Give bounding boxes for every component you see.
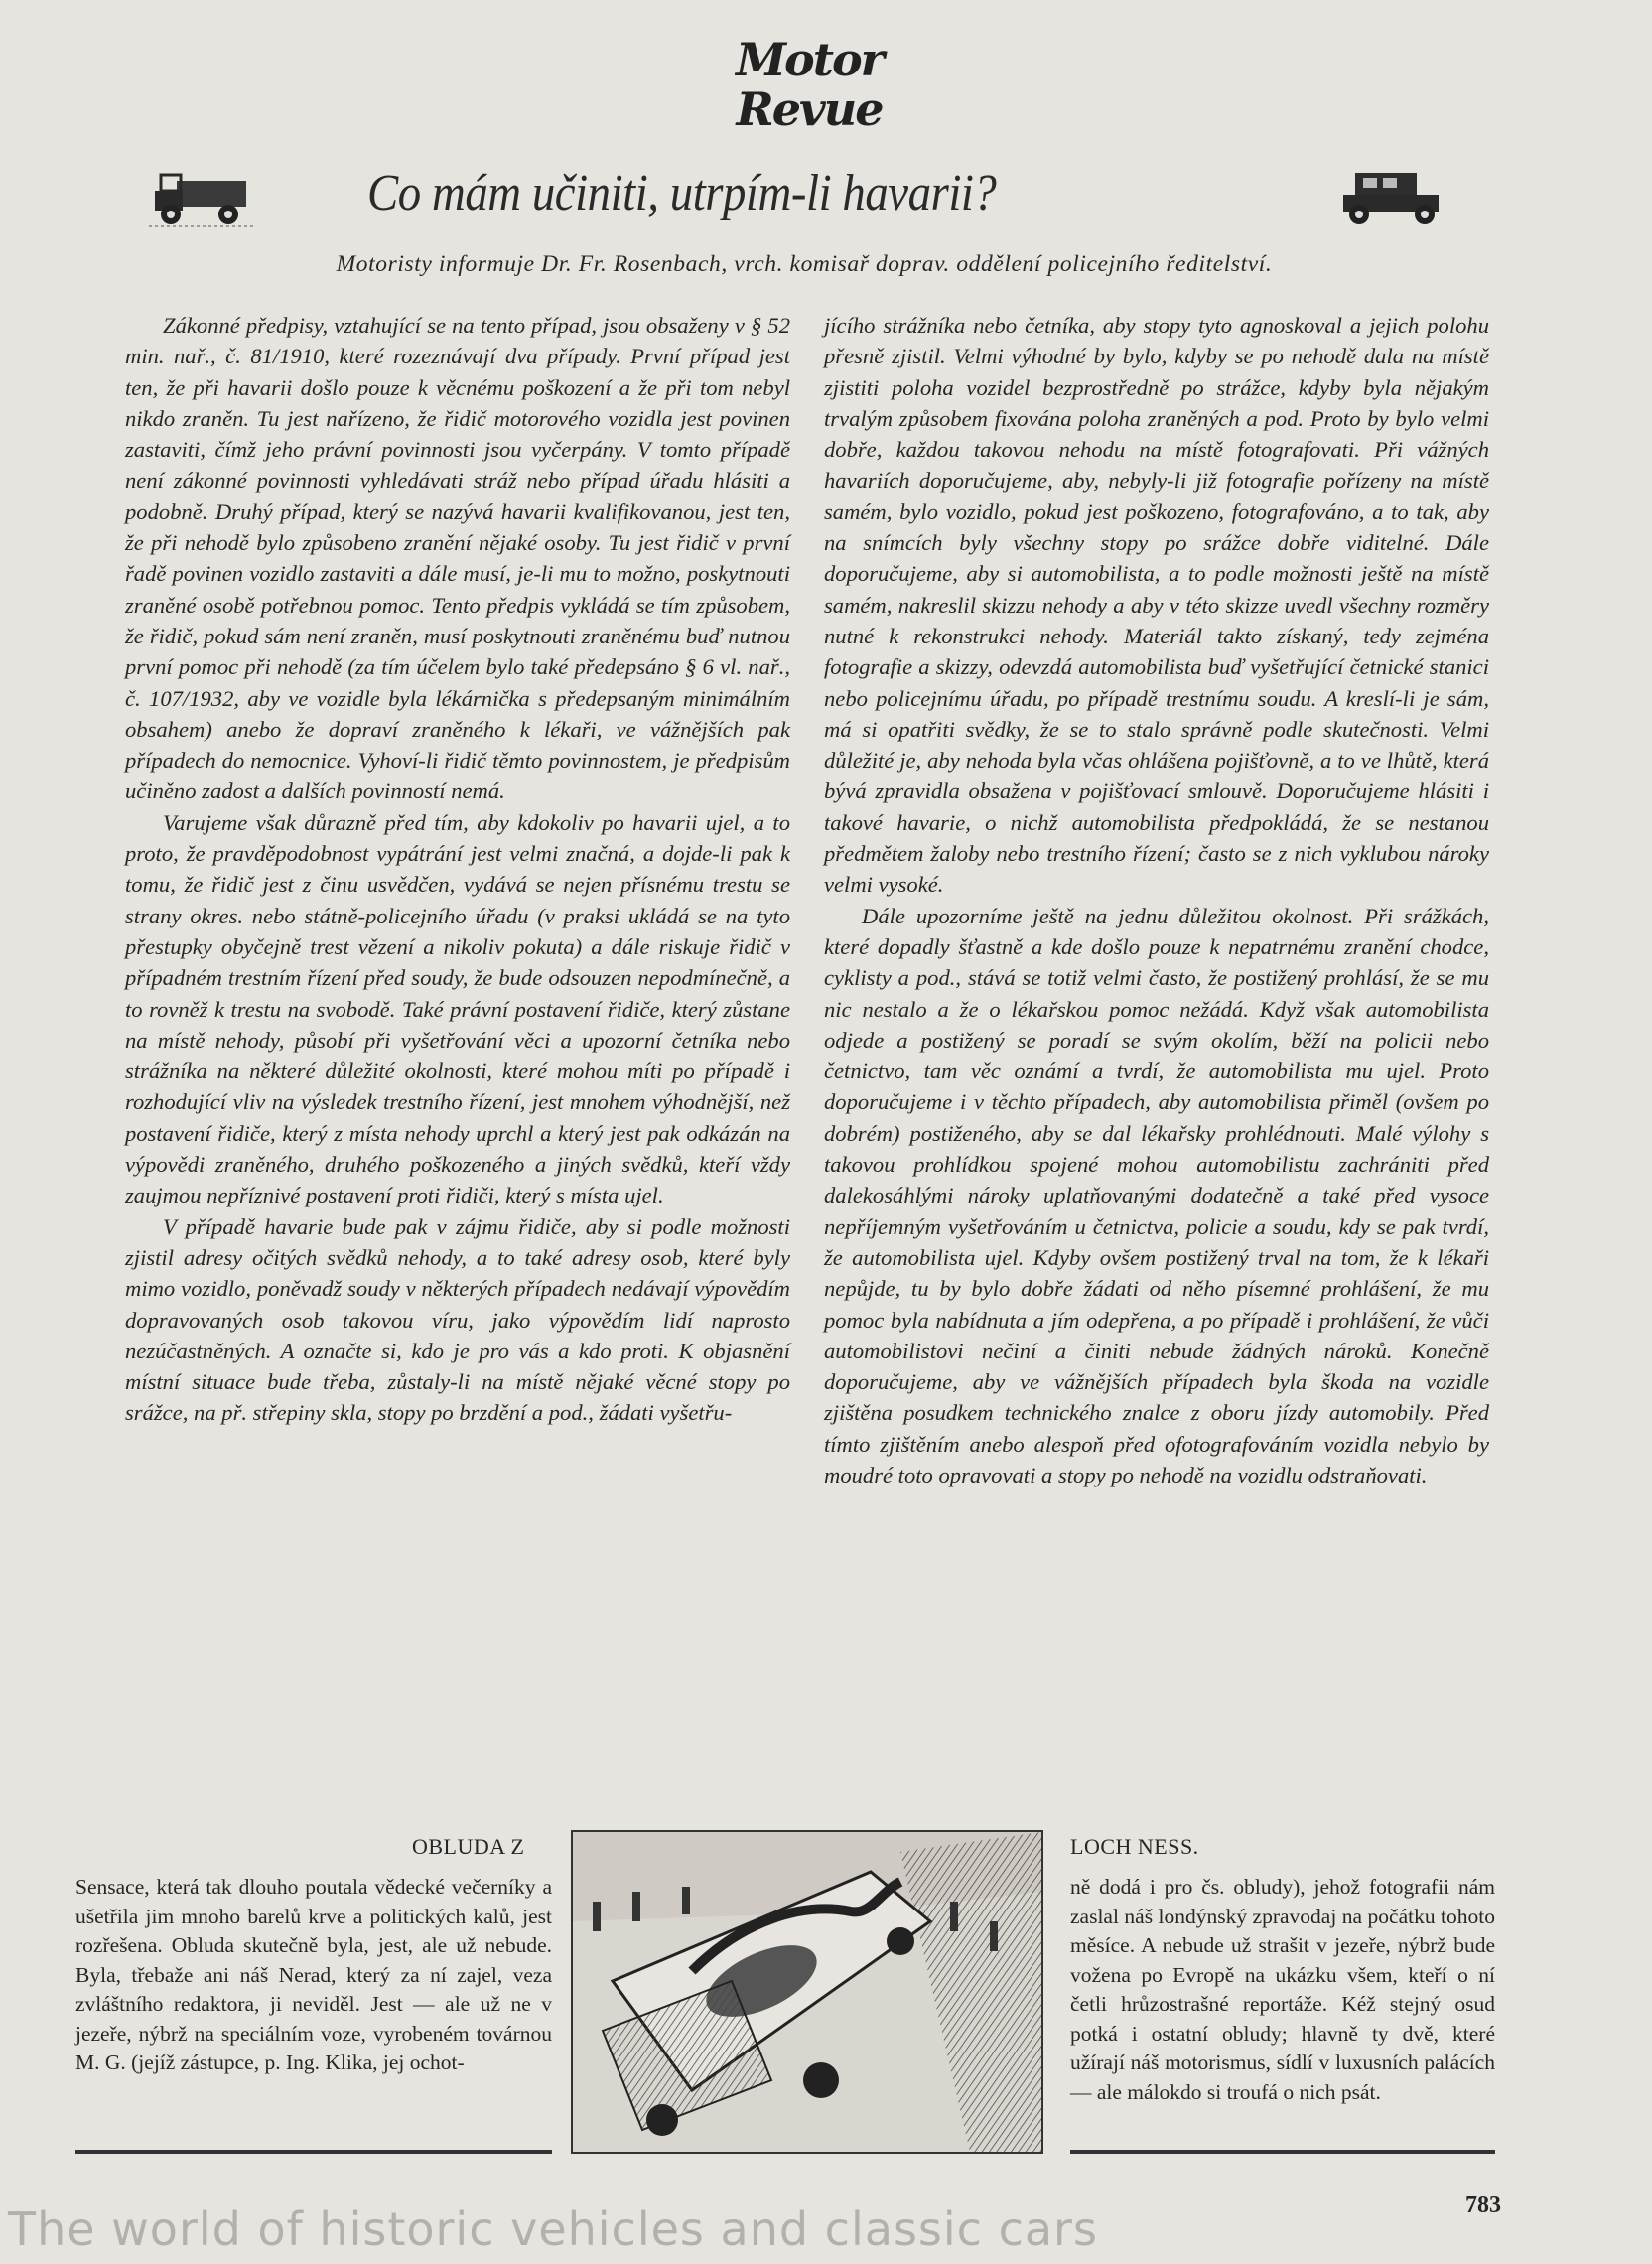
article-title: Co mám učiniti, utrpím-li havarii? <box>367 165 997 221</box>
loch-ness-monster-cartoon <box>571 1830 1043 2154</box>
paragraph: jícího strážníka nebo četníka, aby stopy tyto agnoskoval a jejich polohu přesně zjistil. Velmi výhodné by bylo, kdyby se po nehodě dala na místě zjistiti poloha vozidel bezprostředně po strážce, kdyby byla nějakým trvalým způsobem fixována poloha zraněných a pod. Proto by bylo velmi dobře, každou takovou nehodu na místě fotografovati. Při vážných havariích doporučujeme, aby, nebyly-li již fotografie pořízeny na místě samém, bylo vozidlo, pokud jest poškozeno, fotografováno, a to tak, aby na snímcích byly všechny stopy po srážce dobře viditelné. Dále doporučujeme, aby si automobilista, a to podle možnosti ještě na místě samém, nakreslil skizzu nehody a aby v této skizze uvedl všechny rozměry nutné k rekonstrukci nehody. Materiál takto získaný, tedy zejména fotografie a skizzy, odevzdá automobilista buď vyšetřující četnické stanici nebo policejnímu úřadu, po případě trestnímu soudu. A kreslí-li je sám, má si opatřiti svědky, že se to stalo správně podle skutečnosti. Velmi důležité je, aby nehoda byla včas ohlášena pojišťovně, a to ve lhůtě, která bývá zpravidla obsažena v pojišťovací smlouvě. Doporučujeme hlásiti i takové havarie, o nichž automobilista předpokládá, že se nestanou předmětem žaloby nebo trestního řízení; často se z nich vyklubou nároky velmi vysoké. <box>824 313 1489 898</box>
page-number: 783 <box>1465 2193 1501 2218</box>
paragraph: Zákonné předpisy, vztahující se na tento případ, jsou obsaženy v § 52 min. nař., č. 81/1910, které rozeznávají dva případy. První případ jest ten, že při havarii došlo pouze k věcnému poškození a že při tom nebyl nikdo zraněn. Tu jest nařízeno, že řidič motorového vozidla jest povinen zastaviti, čímž jeho právní povinnosti jsou vyčerpány. V tomto případě není zákonné povinnosti vyhledávati stráž nebo případ úřadu hlásiti a podobně. Druhý případ, který se nazývá havarii kvalifikovanou, jest ten, že při nehodě bylo způsobeno zranění nějaké osoby. Tu jest řidič v první řadě povinen vozidlo zastaviti a dále musí, je-li mu to možno, poskytnouti zraněné osobě potřebnou pomoc. Tento předpis vykládá se tím způsobem, že řidič, pokud sám není zraněn, musí poskytnouti zraněnému buď nutnou první pomoc při nehodě (za tím účelem bylo také předepsáno § 6 vl. nař., č. 107/1932, aby ve vozidle byla lékárnička s předepsaným minimálním obsahem) anebo že dopraví zraněného k lékaři, ve vážnějších pak případech do nemocnice. Vyhoví-li řidič těmto povinnostem, je předpisům učiněno zadost a dalších povinností nemá. <box>125 313 790 804</box>
box-rule-right <box>1070 2150 1495 2154</box>
paragraph: Varujeme však důrazně před tím, aby kdokoliv po havarii ujel, a to proto, že pravděpodobnost vypátrání jest velmi značná, a dojde-li pak k tomu, že řidič jest z činu usvědčen, vydává se nejen přísnému trestu se strany okres. nebo státně-policejního úřadu (v praksi ukládá se na tyto přestupky obyčejně trest vězení a nikoliv pokuta) a dále riskuje řidič v případném trestním řízení před soudy, že bude odsouzen nepodmínečně, a to rovněž k trestu na svobodě. Také právní postavení řidiče, který zůstane na místě nehody, působí při vyšetřování věci a upozorní četníka nebo strážníka na některé důležité okolnosti, které mohou míti po případě i rozhodující vliv na výsledek trestního řízení, jest mnohem výhodnější, než postavení řidiče, který z místa nehody uprchl a který jest pak odkázán na výpovědi zraněného, druhého poškozeného a jiných svědků, kteří vždy zaujmou nepříznivé postavení proti řidiči, který s místa ujel. <box>125 809 790 1208</box>
box-heading-right: LOCH NESS. <box>1070 1834 1199 1859</box>
magazine-logo <box>725 35 894 134</box>
box-text-left: Sensace, která tak dlouho poutala vědecké večerníky a ušetřila jim mnoho barelů krve a politických kalů, jest rozřešena. Obluda skutečně byla, jest, ale už nebude. Byla, třebaže ani náš Nerad, který za ní zajel, veza zvláštního redaktora, ji neviděl. Jest — ale už ne v jezeře, nýbrž na speciálním voze, vyrobeném továrnou M. G. (jejíž zástupce, p. Ing. Klika, jej ochot- <box>75 1875 552 2074</box>
car-illustration-icon <box>1335 169 1446 232</box>
box-text-right: ně dodá i pro čs. obludy), jehož fotografii nám zaslal náš londýnský zpravodaj na počátku tohoto měsíce. A nebude už strašit v jezeře, nýbrž bude vožena po Evropě na ukázku všem, kteří o ní četli hrůzostrašné reportáže. Kéž stejný osud potká i ostatní obludy; hlavně ty dvě, které užírají náš motorismus, sídlí v luxusních palácích — ale málokdo si troufá o nich psát. <box>1070 1875 1495 2104</box>
box-rule-left <box>75 2150 552 2154</box>
watermark-tagline: The world of historic vehicles and classic cars <box>8 2202 1098 2256</box>
logo-line-revue: Revue <box>736 82 883 136</box>
logo-line-motor: Motor <box>736 33 883 86</box>
truck-illustration-icon <box>149 171 258 232</box>
article-column-right <box>824 310 1489 1490</box>
article-byline: Motoristy informuje Dr. Fr. Rosenbach, vrch. komisař doprav. oddělení policejního ředitelství. <box>336 251 1273 277</box>
box-heading-left: OBLUDA Z <box>412 1834 525 1859</box>
paragraph: Dále upozorníme ještě na jednu důležitou okolnost. Při srážkách, které dopadly šťastně a kde došlo pouze k nepatrnému zranění chodce, cyklisty a pod., stává se totiž velmi často, že postižený prohlásí, že se mu nic nestalo a že o lékařskou pomoc nežádá. Když však automobilista odjede a postižený se poradí se svým okolím, běží na policii nebo četnictvo, tam věc oznámí a tvrdí, že automobilista mu ujel. Proto doporučujeme i v těchto případech, aby automobilista přiměl (ovšem po dobrém) postiženého, aby se dal lékařsky prohlédnouti. Malé výlohy s takovou prohlídkou spojené mohou automobilistu zachrániti před dalekosáhlými nároky uplatňovanými dodatečně a také před vysoce nepříjemným vyšetřováním u četnictva, policie a soudu, kdy se pak tvrdí, že automobilista ujel. Kdyby ovšem postižený trval na tom, že k lékaři nepůjde, tu by bylo dobře žádati od něho písemné prohlášení, že mu pomoc byla nabídnuta a jím odepřena, a po případě i prohlášení, že vůči automobilistovi nečiní a činiti nebude žádných nároků. Konečně doporučujeme, aby ve vážnějších případech byla škoda na vozidle zjištěna posudkem technického znalce z oboru jízdy automobily. Před tímto zjištěním anebo alespoň před ofotografováním vozidla nebylo by moudré toto opravovati a stopy po nehodě na vozidlu odstraňovati. <box>824 903 1489 1487</box>
article-column-left <box>125 310 790 1429</box>
paragraph: V případě havarie bude pak v zájmu řidiče, aby si podle možnosti zjistil adresy očitých svědků nehody, a to také adresy osob, které byly mimo vozidlo, poněvadž soudy v některých případech nedávají výpovědím dopravovaných osob takovou víru, jako výpovědím lidí naprosto nezúčastněných. A označte si, kdo je pro vás a kdo proti. K objasnění místní situace bude třeba, zůstaly-li na místě nějaké věcné stopy po srážce, na př. střepiny skla, stopy po brzdění a pod., žádati vyšetřu- <box>125 1213 790 1426</box>
